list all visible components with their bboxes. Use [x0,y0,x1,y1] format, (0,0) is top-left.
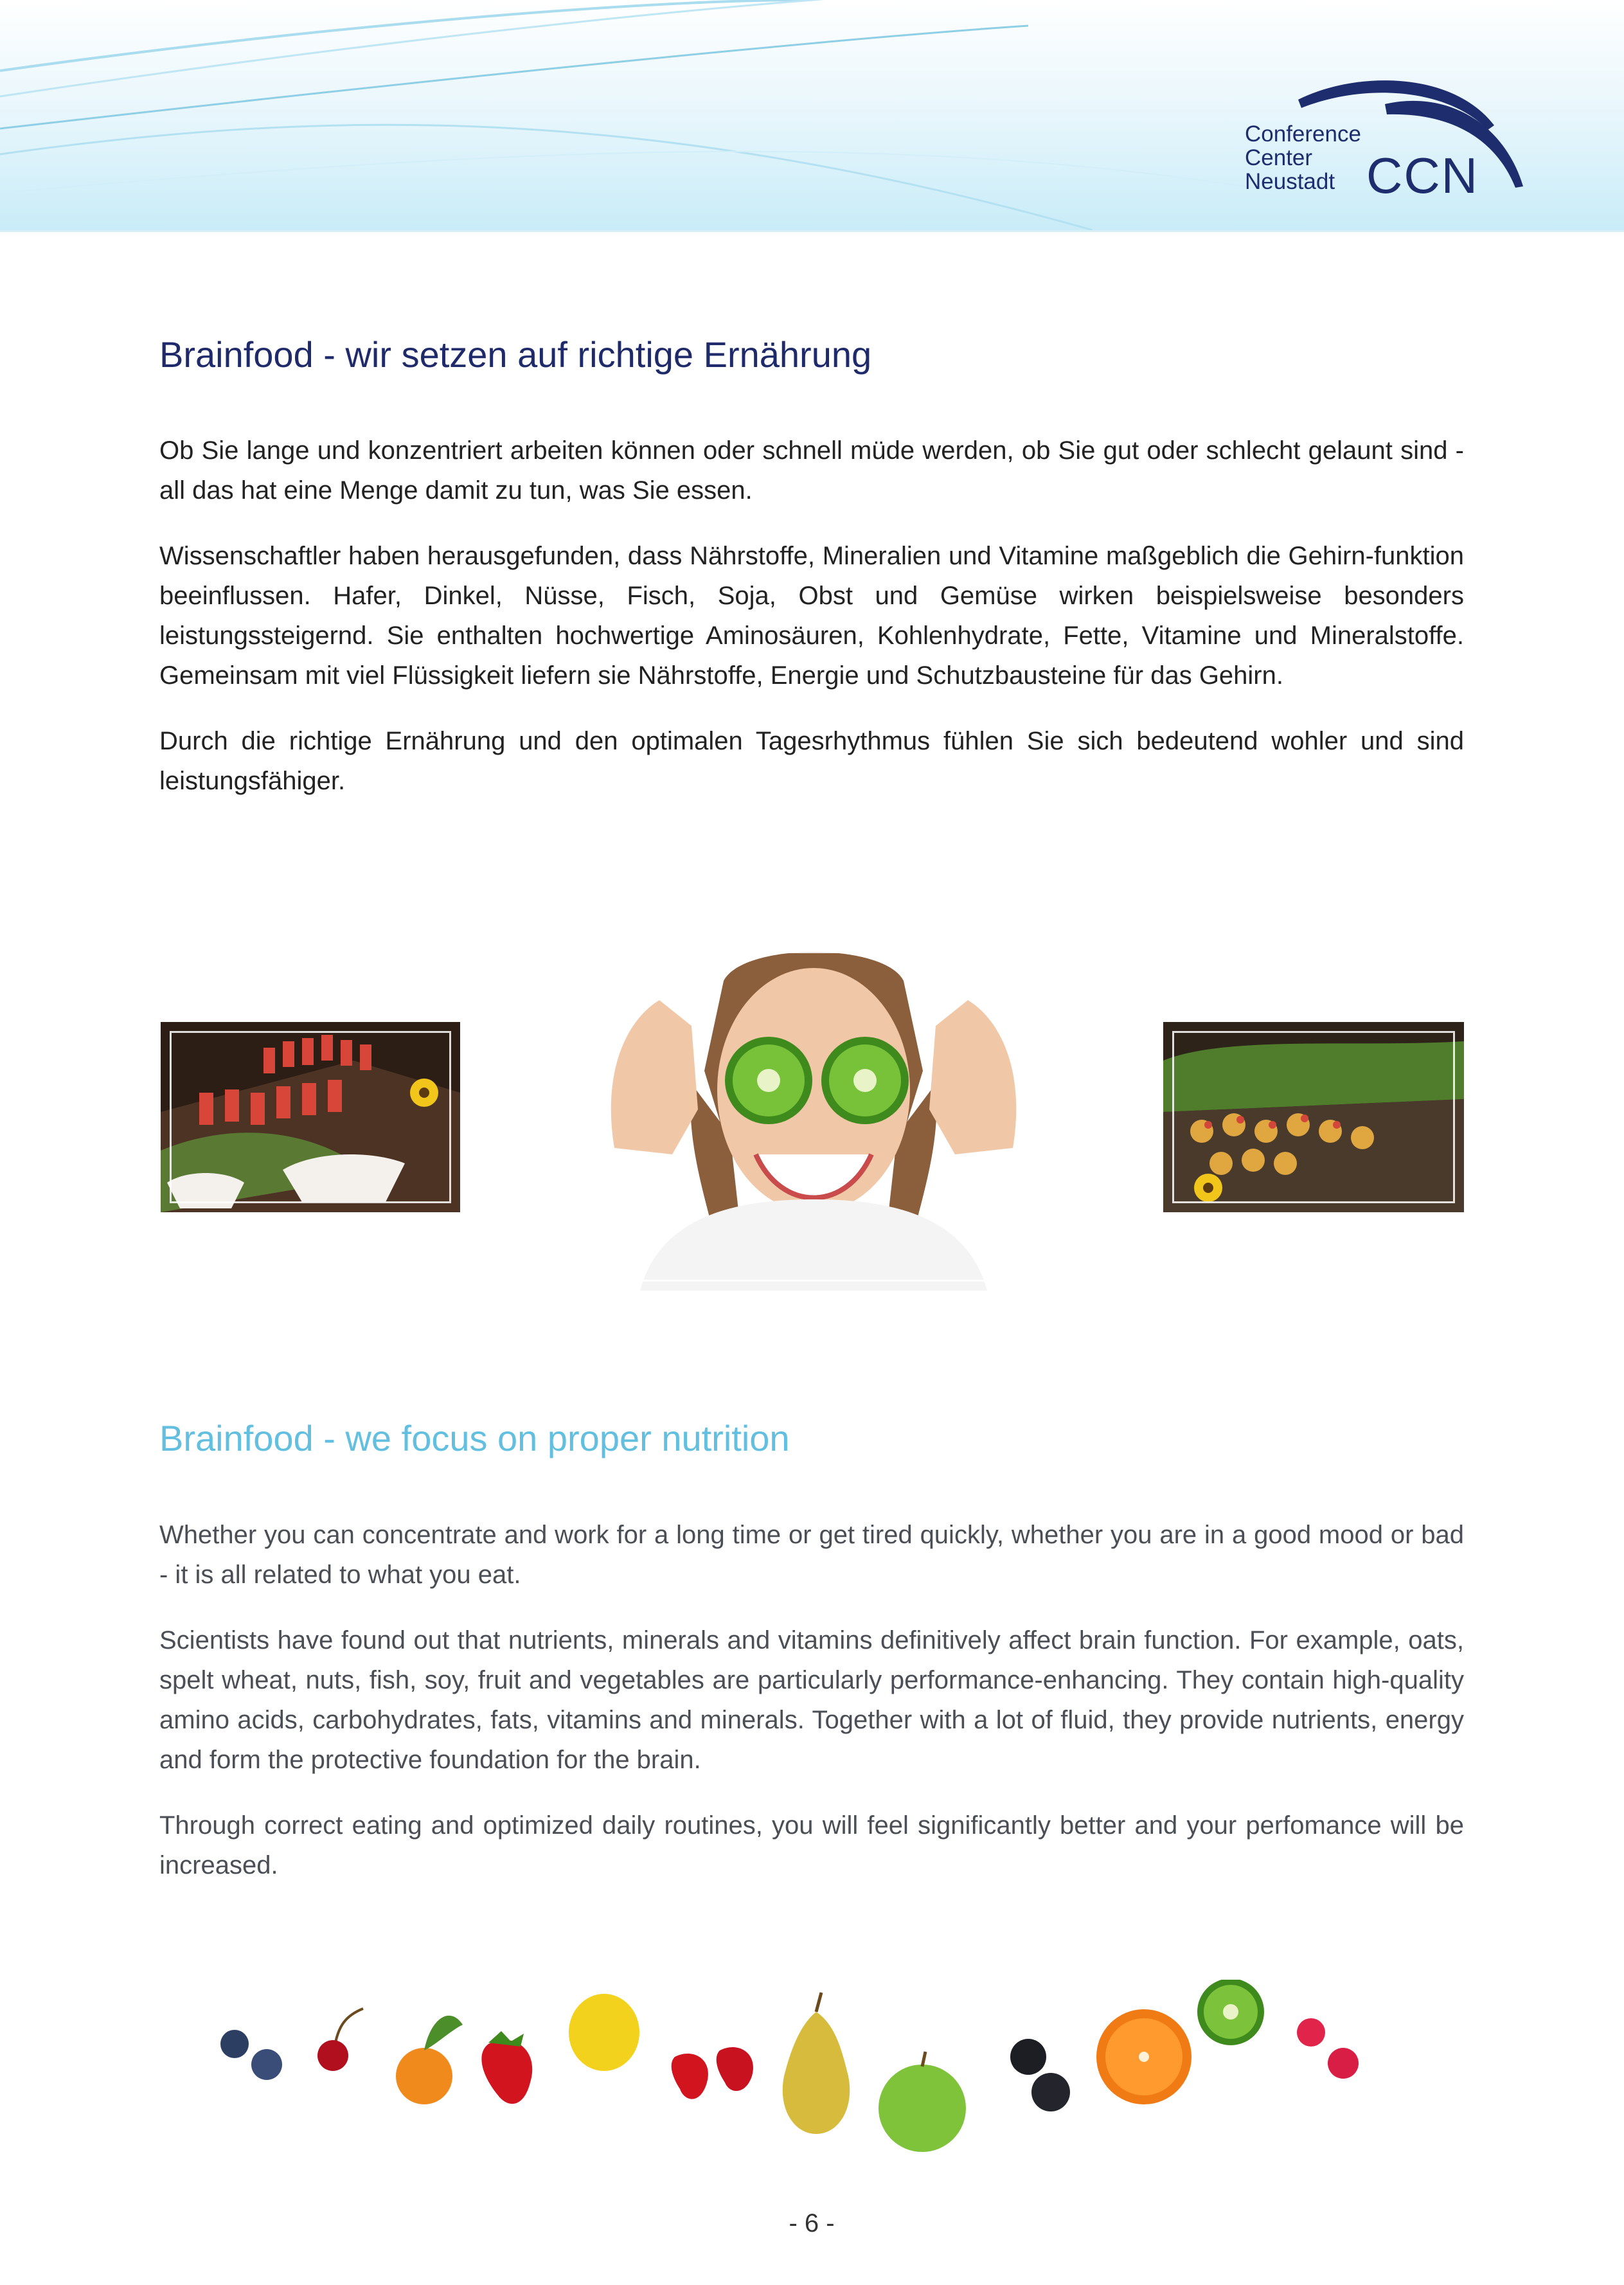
photo-frame [572,951,1050,1282]
photo-food-buffet [1163,1022,1464,1212]
german-paragraph: Durch die richtige Ernährung und den optimalen Tagesrhythmus fühlen Sie sich bedeutend wohler und sind leistungsfähiger. [159,727,1464,795]
orange-with-leaf-icon [396,2016,463,2104]
blueberries-icon [220,2030,282,2080]
logo-line-conference: Conference [1245,121,1361,147]
english-body [159,1515,1464,1911]
german-body [159,431,1464,827]
english-paragraph: Whether you can concentrate and work for a long time or get tired quickly, whether you are in a good mood or bad - it is all related to what you eat. [159,1521,1464,1589]
photo-frame [1172,1031,1455,1203]
fruits-row-illustration [206,1980,1388,2160]
raspberries-icon [1297,2018,1359,2079]
photo-frame [170,1031,451,1203]
english-paragraph: Through correct eating and optimized daily routines, you will feel significantly better and your perfomance will be increased. [159,1811,1464,1879]
strawberries-pair-icon [672,2047,753,2099]
page-number: - 6 - [789,2209,835,2237]
english-paragraph: Scientists have found out that nutrients, minerals and vitamins definitively affect brain function. For example, oats, spelt wheat, nuts, fish, soy, fruit and vegetables are particularly performance-enhancing. They contain high-quality amino acids, carbohydrates, fats, vitamins and minerals. Together with a lot of fluid, they provide nutrients, energy and form the protective foundation for the brain. [159,1626,1464,1774]
blackberries-icon [1010,2039,1070,2111]
photo-woman-kiwi-eyes [563,942,1059,1291]
pear-icon [783,1993,850,2134]
kiwi-icon [1197,1980,1264,2045]
lemon-icon [569,1994,639,2071]
heading-english: Brainfood - we focus on proper nutrition [159,1418,790,1458]
logo-line-neustadt: Neustadt [1245,169,1335,194]
logo-abbreviation: CCN [1366,147,1479,204]
strawberry-icon [481,2031,532,2104]
german-paragraph: Wissenschaftler haben herausgefunden, dass Nährstoffe, Mineralien und Vitamine maßgeblich die Gehirn-funktion beeinflussen. Hafer, Dinkel, Nüsse, Fisch, Soja, Obst und Gemüse wirken beispielsweise besonders leistungssteigernd. Sie enthalten hochwertige Aminosäuren, Kohlenhydrate, Fette, Vitamine und Mineralstoffe. Gemeinsam mit viel Flüssigkeit liefern sie Nährstoffe, Energie und Schutzbausteine für das Gehirn. [159,542,1464,690]
heading-german: Brainfood - wir setzen auf richtige Ernährung [159,334,872,375]
logo-line-center: Center [1245,145,1313,170]
logo-text [1245,122,1361,193]
cherry-icon [317,2009,363,2071]
orange-half-icon [1096,2009,1191,2104]
photo-drinks-buffet [161,1022,460,1212]
german-paragraph: Ob Sie lange und konzentriert arbeiten können oder schnell müde werden, ob Sie gut oder schlecht gelaunt sind - all das hat eine Menge damit zu tun, was Sie essen. [159,436,1464,505]
green-apple-icon [879,2052,966,2152]
header-band [0,0,1624,232]
ccn-logo [1240,64,1542,206]
